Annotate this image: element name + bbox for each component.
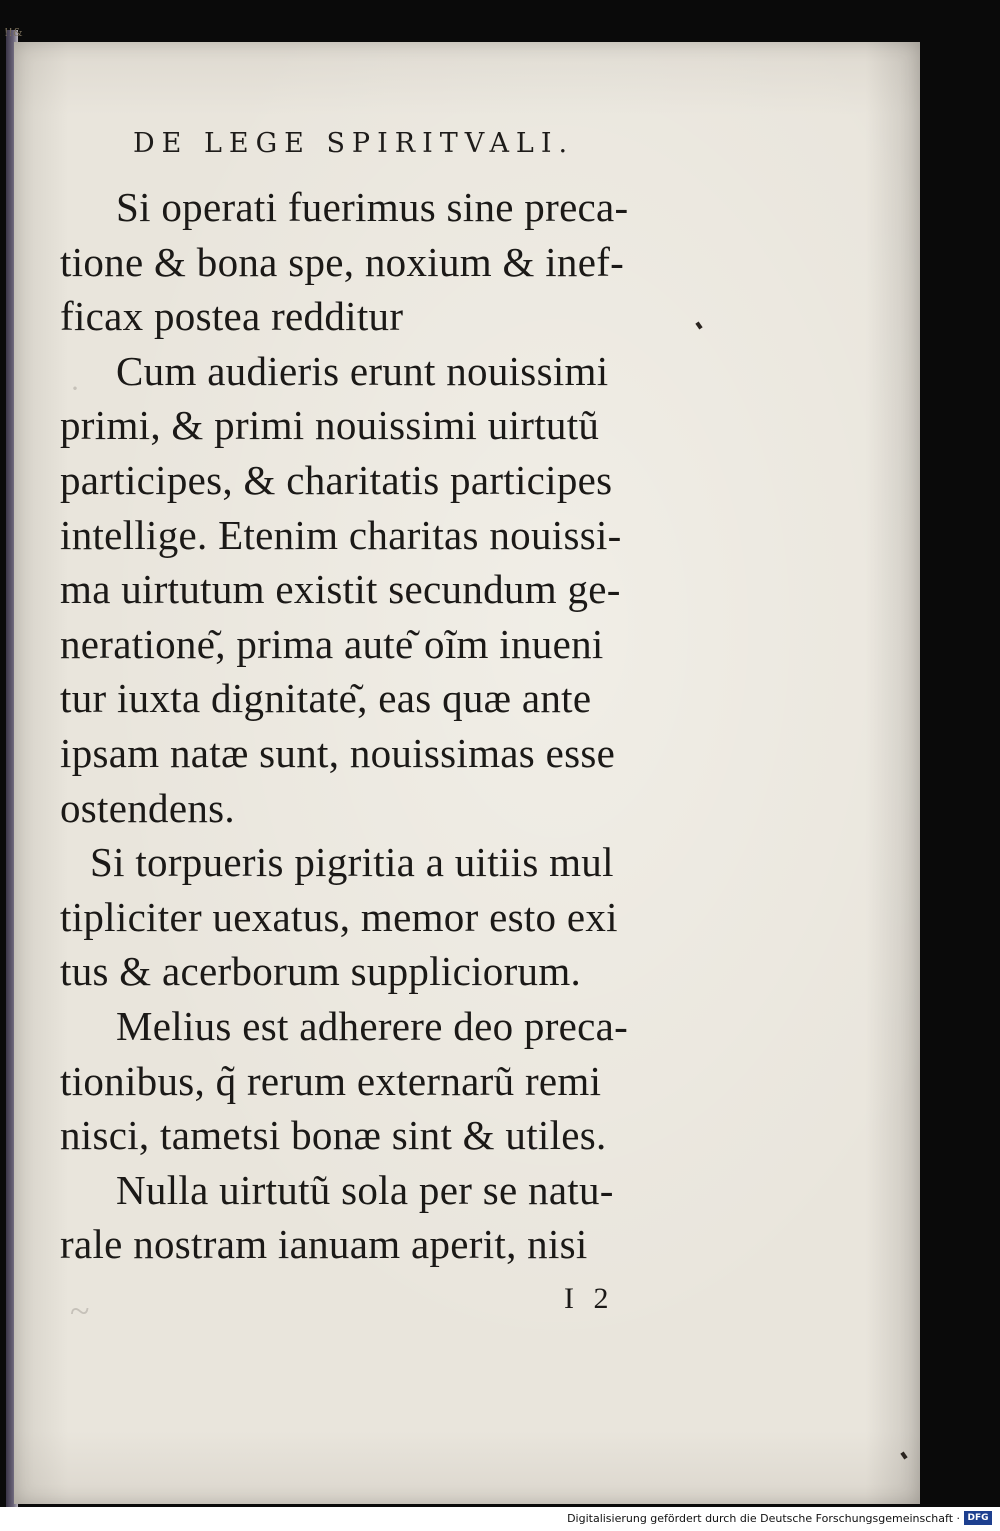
- text-line: ficax postea redditur: [60, 293, 404, 340]
- signature-mark: I 2: [564, 1282, 615, 1315]
- text-line: participes, & charitatis participes: [60, 456, 613, 503]
- text-line: tipliciter uexatus, memor esto exi: [60, 893, 618, 940]
- text-line: tionibus, q̃ rerum externarũ remi: [60, 1057, 602, 1104]
- text-line: tur iuxta dignitate͂, eas quæ ante: [60, 675, 592, 722]
- text-line: ma uirtutum existit secundum ge-: [60, 566, 621, 613]
- show-through-mark: ~: [70, 1291, 90, 1331]
- text-line: tus & acerborum suppliciorum.: [60, 948, 582, 995]
- running-head: DE LEGE SPIRITVALI.: [133, 128, 575, 159]
- funding-credit: Digitalisierung gefördert durch die Deutsche Forschungsgemeinschaft ·: [567, 1512, 960, 1525]
- text-line: ostendens.: [60, 784, 235, 831]
- text-line: intellige. Etenim charitas nouissi-: [60, 511, 622, 558]
- show-through-mark: ·: [70, 372, 80, 405]
- text-line: rale nostram ianuam aperit, nisi: [60, 1221, 588, 1268]
- text-line: ipsam natæ sunt, nouissimas esse: [60, 729, 616, 776]
- text-line: Nulla uirtutũ sola per se natu-: [116, 1166, 614, 1213]
- text-line: primi, & primi nouissimi uirtutũ: [60, 402, 600, 449]
- text-line: Si operati fuerimus sine preca-: [116, 184, 629, 230]
- text-line: Cum audieris erunt nouissimi: [116, 347, 609, 394]
- text-line: nisci, tametsi bonæ sint & utiles.: [60, 1112, 607, 1159]
- corner-mark: !!&: [4, 26, 23, 39]
- text-line: neratione͂, prima aute͂ oĩm inueni: [60, 620, 604, 667]
- text-line: Melius est adherere deo preca-: [116, 1002, 629, 1049]
- text-line: tione & bona spe, noxium & inef-: [60, 238, 625, 285]
- page-text: [60, 180, 720, 1272]
- text-line: Si torpueris pigritia a uitiis mul: [90, 839, 614, 886]
- dfg-logo: DFG: [964, 1511, 992, 1525]
